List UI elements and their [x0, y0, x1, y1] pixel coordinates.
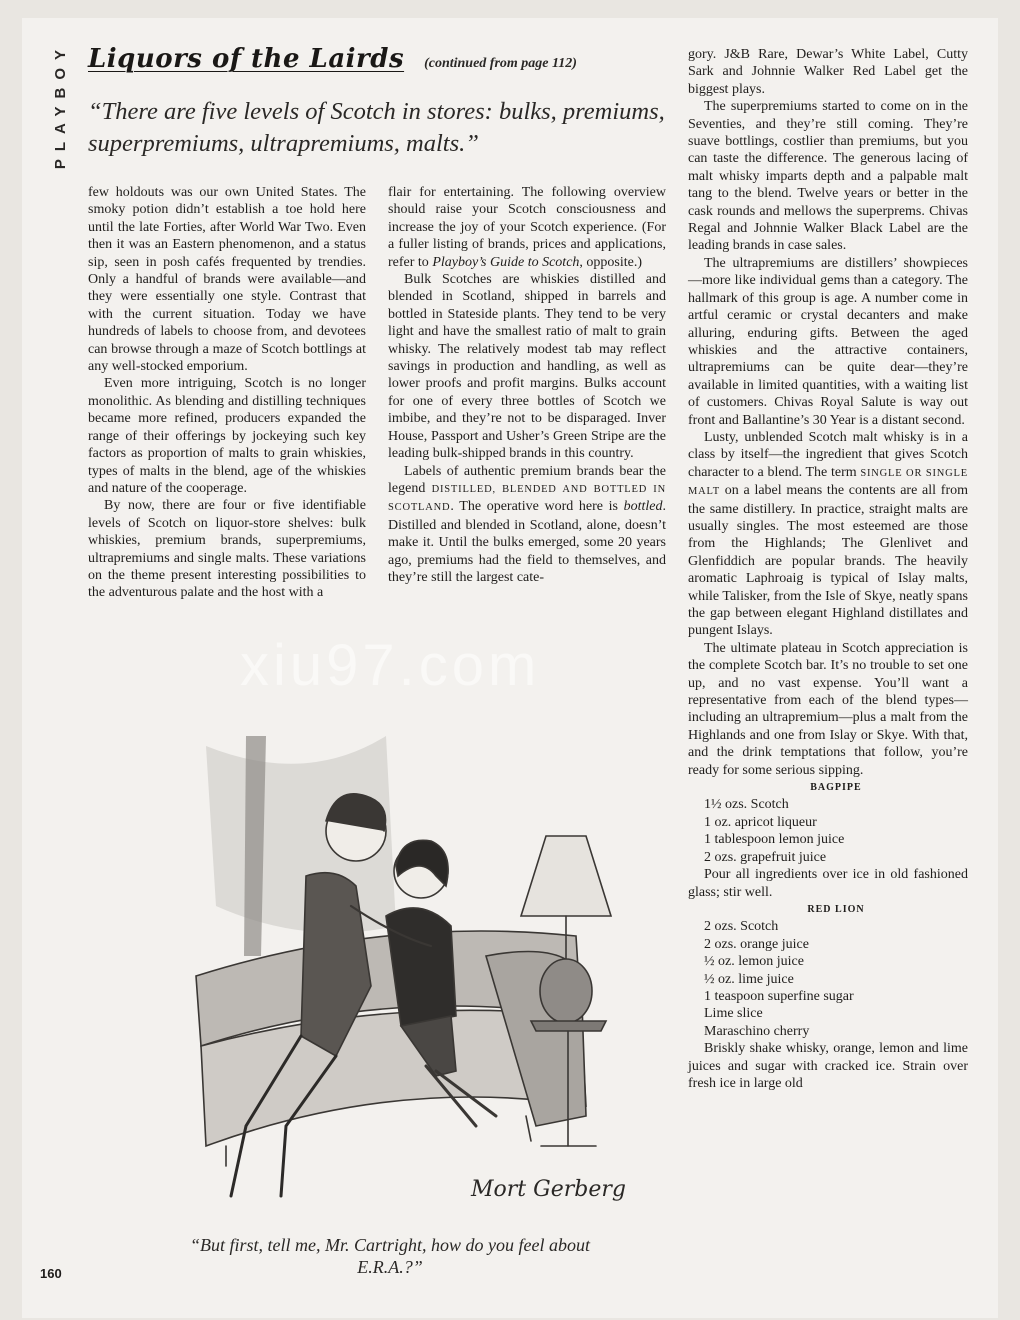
- text-run: . The operative word here is: [450, 499, 624, 515]
- page-number: 160: [40, 1266, 62, 1281]
- paragraph: [388, 184, 666, 271]
- text-run: flair for entertaining. The following overview should raise your Scotch consciousness and increase the joy of your Scotch experience. (For a fuller listing of brands, prices and applications, refer to: [388, 185, 666, 270]
- paragraph: gory. J&B Rare, Dewar’s White Label, Cutty Sark and Johnnie Walker Red Label get the biggest plays.: [688, 47, 968, 97]
- ingredient: Lime slice: [704, 1006, 763, 1022]
- recipe-title: BAGPIPE: [810, 782, 862, 794]
- ingredient-list: [704, 918, 968, 1040]
- text-run: Labels of authentic premium brands bear the legend: [388, 463, 666, 496]
- paragraph: few holdouts was our own United States. The smoky potion didn’t establish a toe hold here until the late Forties, after World War Two. Even then it was an Eastern phenomenon, and a status sip, seen in posh cafés frequented by trendies. Only a handful of brands were available—and they were essentially one style. Contrast that with the current situation. Today we have hundreds of labels to choose from, and devotees can browse through a maze of Scotch bottlings at any well-stocked emporium.: [88, 185, 366, 375]
- recipe-red-lion: [688, 901, 968, 1092]
- paragraph: By now, there are four or five identifiable levels of Scotch on liquor-store shelves: bulk whiskies, premium brands, superpremiums, ultrapremiums and single malts. These variations on the theme present interesting possibilities to the adventurous palate and the host with a: [88, 498, 366, 601]
- text-column-1: [88, 184, 366, 602]
- paragraph: The superpremiums started to come on in the Seventies, and they’re still coming. They’re suave bottlings, costlier than premiums, but you can taste the difference. The generous lacing of malt whisky imparts depth and a palpable malt tang to the blend. Twelve years or better in the cask rounds and mellows the superprems. Chivas Regal and Johnnie Walker Black Label are the leading brands in case sales.: [688, 99, 968, 254]
- text-run: Lusty, unblended Scotch malt whisky is in a class by itself—the ingredient that gives Scotch character to a blend. The term: [688, 429, 968, 480]
- ingredient: 1 tablespoon lemon juice: [704, 832, 845, 848]
- ingredient: 1 oz. apricot liqueur: [704, 814, 817, 830]
- paragraph: The ultrapremiums are distillers’ showpieces—more like individual gems than a category. The hallmark of this group is age. A number come in artful ceramic or crystal decanters and make alluring, enduring gifts. Between the aged whiskies and the attractive containers, ultrapremiums can be quite dear—they’re available in limited quantities, with a waiting list of customers. Chivas Royal Salute is way out front and Ballantine’s 30 Year is a distant second.: [688, 255, 968, 428]
- emphasis: bottled: [623, 499, 663, 515]
- watermark-text: xiu97.com: [240, 633, 541, 698]
- article-header: [88, 44, 668, 84]
- ingredient: 1 teaspoon superfine sugar: [704, 988, 854, 1004]
- text-run: . Distilled and blended in Scotland, alone, doesn’t make it. Until the bulks emerged, some 20 years ago, premiums had the field to themselves, and they’re still the largest cate-: [388, 499, 666, 585]
- text-column-2: [388, 184, 666, 586]
- ingredient: 1½ ozs. Scotch: [704, 797, 789, 813]
- cartoon-caption: “But first, tell me, Mr. Cartright, how do you feel about E.R.A.?”: [190, 1235, 590, 1277]
- series-title: Liquors of the Lairds: [88, 44, 405, 74]
- guide-reference: Playboy’s Guide to Scotch: [432, 254, 580, 270]
- paragraph: Bulk Scotches are whiskies distilled and blended in Scotland, shipped in barrels and bottled in Stateside plants. They tend to be very light and have the smallest ratio of malt to grain whisky. The relatively modest tab may reflect savings in production and handling, as well as lower proofs and profit margins. Bulks account for one of every three bottles of Scotch we imbibe, and they’re not to be disparaged. Inver House, Passport and Usher’s Green Stripe are the leading bulk-shipped brands in this country.: [388, 272, 666, 462]
- continued-note: (continued from page 112): [424, 56, 577, 71]
- ingredient: ½ oz. lemon juice: [704, 954, 804, 970]
- text-column-3: [688, 46, 968, 1092]
- magazine-section-tab: PLAYBOY: [52, 42, 69, 170]
- ingredient-list: [704, 796, 968, 866]
- ingredient: 2 ozs. orange juice: [704, 936, 809, 952]
- ingredient: 2 ozs. Scotch: [704, 919, 779, 935]
- paragraph: [688, 429, 968, 640]
- text-run: , opposite.): [579, 254, 643, 270]
- cartoonist-signature: Mort Gerberg: [471, 1177, 626, 1202]
- recipe-title: RED LION: [807, 903, 865, 915]
- recipe-bagpipe: [688, 779, 968, 901]
- label-term: SINGLE OR SINGLE MALT: [688, 467, 968, 498]
- recipe-directions: Briskly shake whisky, orange, lemon and lime juices and sugar with cracked ice. Strain over fresh ice in large old: [688, 1041, 968, 1091]
- label-legend: DISTILLED, BLENDED AND BOTTLED IN SCOTLAND: [388, 483, 666, 514]
- cartoon-illustration: [186, 726, 626, 1216]
- recipe-directions: Pour all ingredients over ice in old fashioned glass; stir well.: [688, 867, 968, 900]
- ingredient: ½ oz. lime juice: [704, 971, 794, 987]
- text-run: on a label means the contents are all from the same distillery. In practice, straight malts are usually singles. The most esteemed are those from the Highlands; The Glenlivet and Glenfiddich are popular brands. The heavily aromatic Laphroaig is typical of Islay malts, while Talisker, from the Isle of Skye, neatly spans the gap between elegant Highland distillates and pungent Islays.: [688, 483, 968, 639]
- paragraph: The ultimate plateau in Scotch appreciation is the complete Scotch bar. It’s no trouble to set one up, and no vast expense. You’ll want a representative from each of the blend types—including an ultrapremium—plus a malt from the Highlands and one from Islay or Skye. With that, and the drink temptations that follow, you’re ready for some serious sipping.: [688, 640, 968, 778]
- paragraph: [388, 463, 666, 587]
- ingredient: Maraschino cherry: [704, 1023, 810, 1039]
- ingredient: 2 ozs. grapefruit juice: [704, 849, 827, 865]
- pull-quote-deck: “There are five levels of Scotch in stores: bulks, premiums, superpremiums, ultrapremiums, malts.”: [88, 98, 665, 157]
- paragraph: Even more intriguing, Scotch is no longer monolithic. As blending and distilling techniques became more refined, producers expanded the range of their offerings by jockeying such key factors as proportion of malts to grain whiskies, types of malts in the blend, age of the whiskies and nature of the cooperage.: [88, 376, 366, 496]
